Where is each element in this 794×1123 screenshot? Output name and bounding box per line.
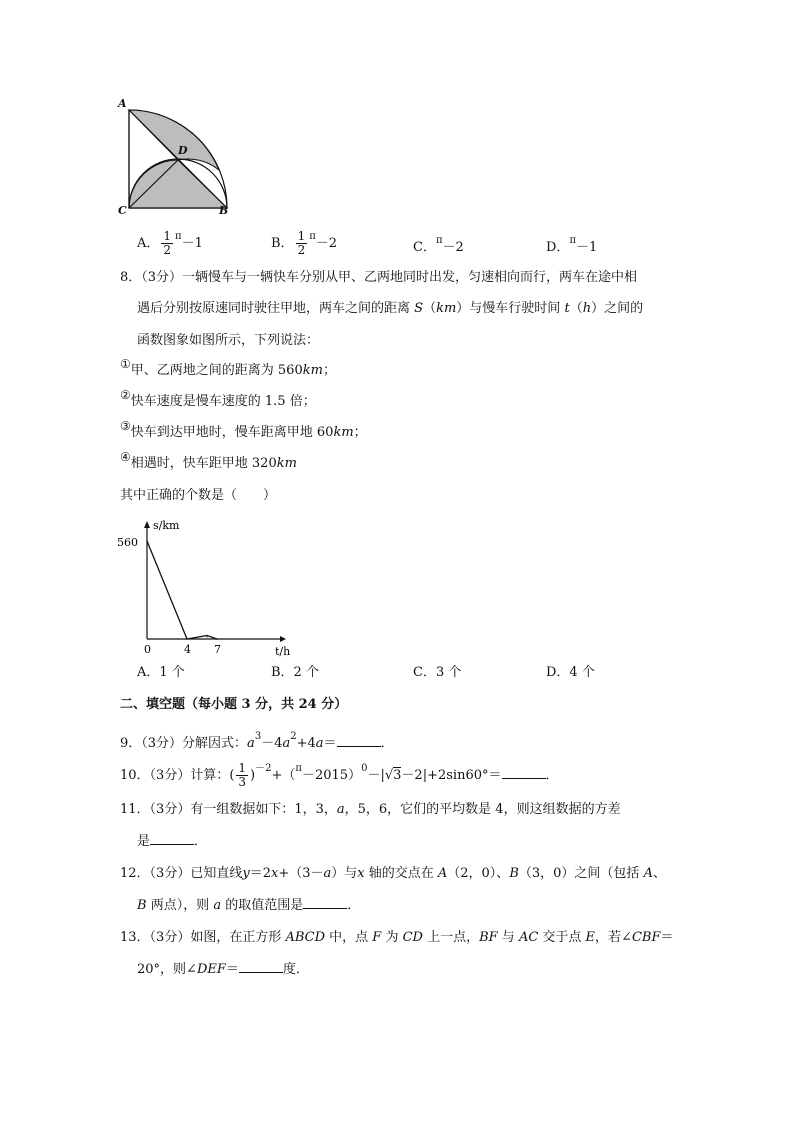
x-axis-label: t/h	[275, 645, 291, 658]
q11-answer-blank[interactable]	[150, 832, 194, 845]
q11-line2: 是 ．	[137, 834, 208, 849]
q7-label-B: B	[219, 204, 229, 217]
q11-line1: 11．（3分）有一组数据如下：1，3，a，5，6，它们的平均数是 4，则这组数据的方差	[120, 802, 621, 817]
x-tick-label: 4	[184, 643, 191, 656]
q7-option-d[interactable]: D．$^\pi$－1	[546, 235, 598, 255]
series-line	[147, 541, 217, 639]
x-tick-label: 0	[144, 643, 151, 656]
q8-statement-2: ②快车速度是慢车速度的 1.5 倍；	[120, 388, 316, 409]
q8-statement-1: ①甲、乙两地之间的距离为 560km；	[120, 357, 336, 378]
q9: 9．（3分）分解因式：$a^3-4a^2+4a=$ ．	[120, 731, 394, 751]
q8-option-b[interactable]: B．2 个	[271, 665, 319, 680]
q8-statement-3: ③快车到达甲地时，慢车距离甲地 60km；	[120, 419, 367, 440]
q12-answer-blank[interactable]	[303, 896, 347, 909]
q9-answer-blank[interactable]	[337, 734, 381, 747]
q7-lower-shaded-region	[129, 160, 227, 208]
x-tick-label: 7	[214, 643, 221, 656]
q8-option-a[interactable]: A．1 个	[137, 665, 185, 680]
data-point	[216, 638, 218, 640]
q8-line1: 8．（3分）一辆慢车与一辆快车分别从甲、乙两地同时出发，匀速相向而行，两车在途中相	[120, 270, 638, 285]
q7-option-b[interactable]: B． $\frac{1}{2}$ $^\pi$－2	[271, 229, 338, 257]
q7-geometry-figure	[116, 98, 246, 220]
q7-option-a[interactable]: A． $\frac{1}{2}$ $^\pi$－1	[137, 229, 203, 257]
q12-line1: 12．（3分）已知直线y＝2x+（3－a）与x 轴的交点在 A（2，0）、B（3，0）之间（包括 A、	[120, 866, 666, 881]
y-axis-label: s/km	[153, 519, 180, 532]
section-title-fill-in: 二、填空题（每小题 3 分，共 24 分）	[120, 697, 348, 712]
q13-line1: 13．（3分）如图，在正方形 ABCD 中，点 F 为 CD 上一点，BF 与 AC 交于点 E，若∠CBF＝	[120, 930, 674, 945]
data-point	[186, 638, 188, 640]
x-axis-arrow	[280, 636, 286, 642]
q8-line3: 函数图象如图所示，下列说法：	[137, 333, 320, 348]
q7-label-C: C	[118, 204, 127, 217]
q8-option-c[interactable]: C．3 个	[413, 665, 462, 680]
q10: 10．（3分）计算：( $\frac{1}{3}$ )$^{-2}+(^\pi-2015)^0-|√3-2|+2\sin 60^\circ=$ ．	[120, 761, 559, 789]
q8-question: 其中正确的个数是（ ）	[120, 488, 277, 503]
data-point	[146, 540, 148, 542]
q8-distance-time-chart	[115, 518, 295, 658]
q13-answer-blank[interactable]	[239, 960, 283, 973]
q7-label-A: A	[118, 97, 127, 110]
q10-answer-blank[interactable]	[502, 766, 546, 779]
q8-statement-4: ④相遇时，快车距甲地 320km	[120, 450, 297, 471]
q8-line2: 遇后分别按原速同时驶往甲地，两车之间的距离 S（km）与慢车行驶时间 t（h）之间的	[137, 301, 644, 316]
data-point	[206, 635, 208, 637]
q13-line2: 20°，则∠DEF＝ 度．	[137, 962, 309, 977]
q12-line2: B 两点），则 a 的取值范围是 ．	[137, 898, 361, 913]
y-tick-label: 560	[117, 536, 138, 549]
y-axis-arrow	[144, 521, 150, 528]
q7-option-c[interactable]: C．$^\pi$－2	[413, 235, 464, 255]
q7-label-D: D	[178, 144, 188, 157]
q8-option-d[interactable]: D．4 个	[546, 665, 595, 680]
